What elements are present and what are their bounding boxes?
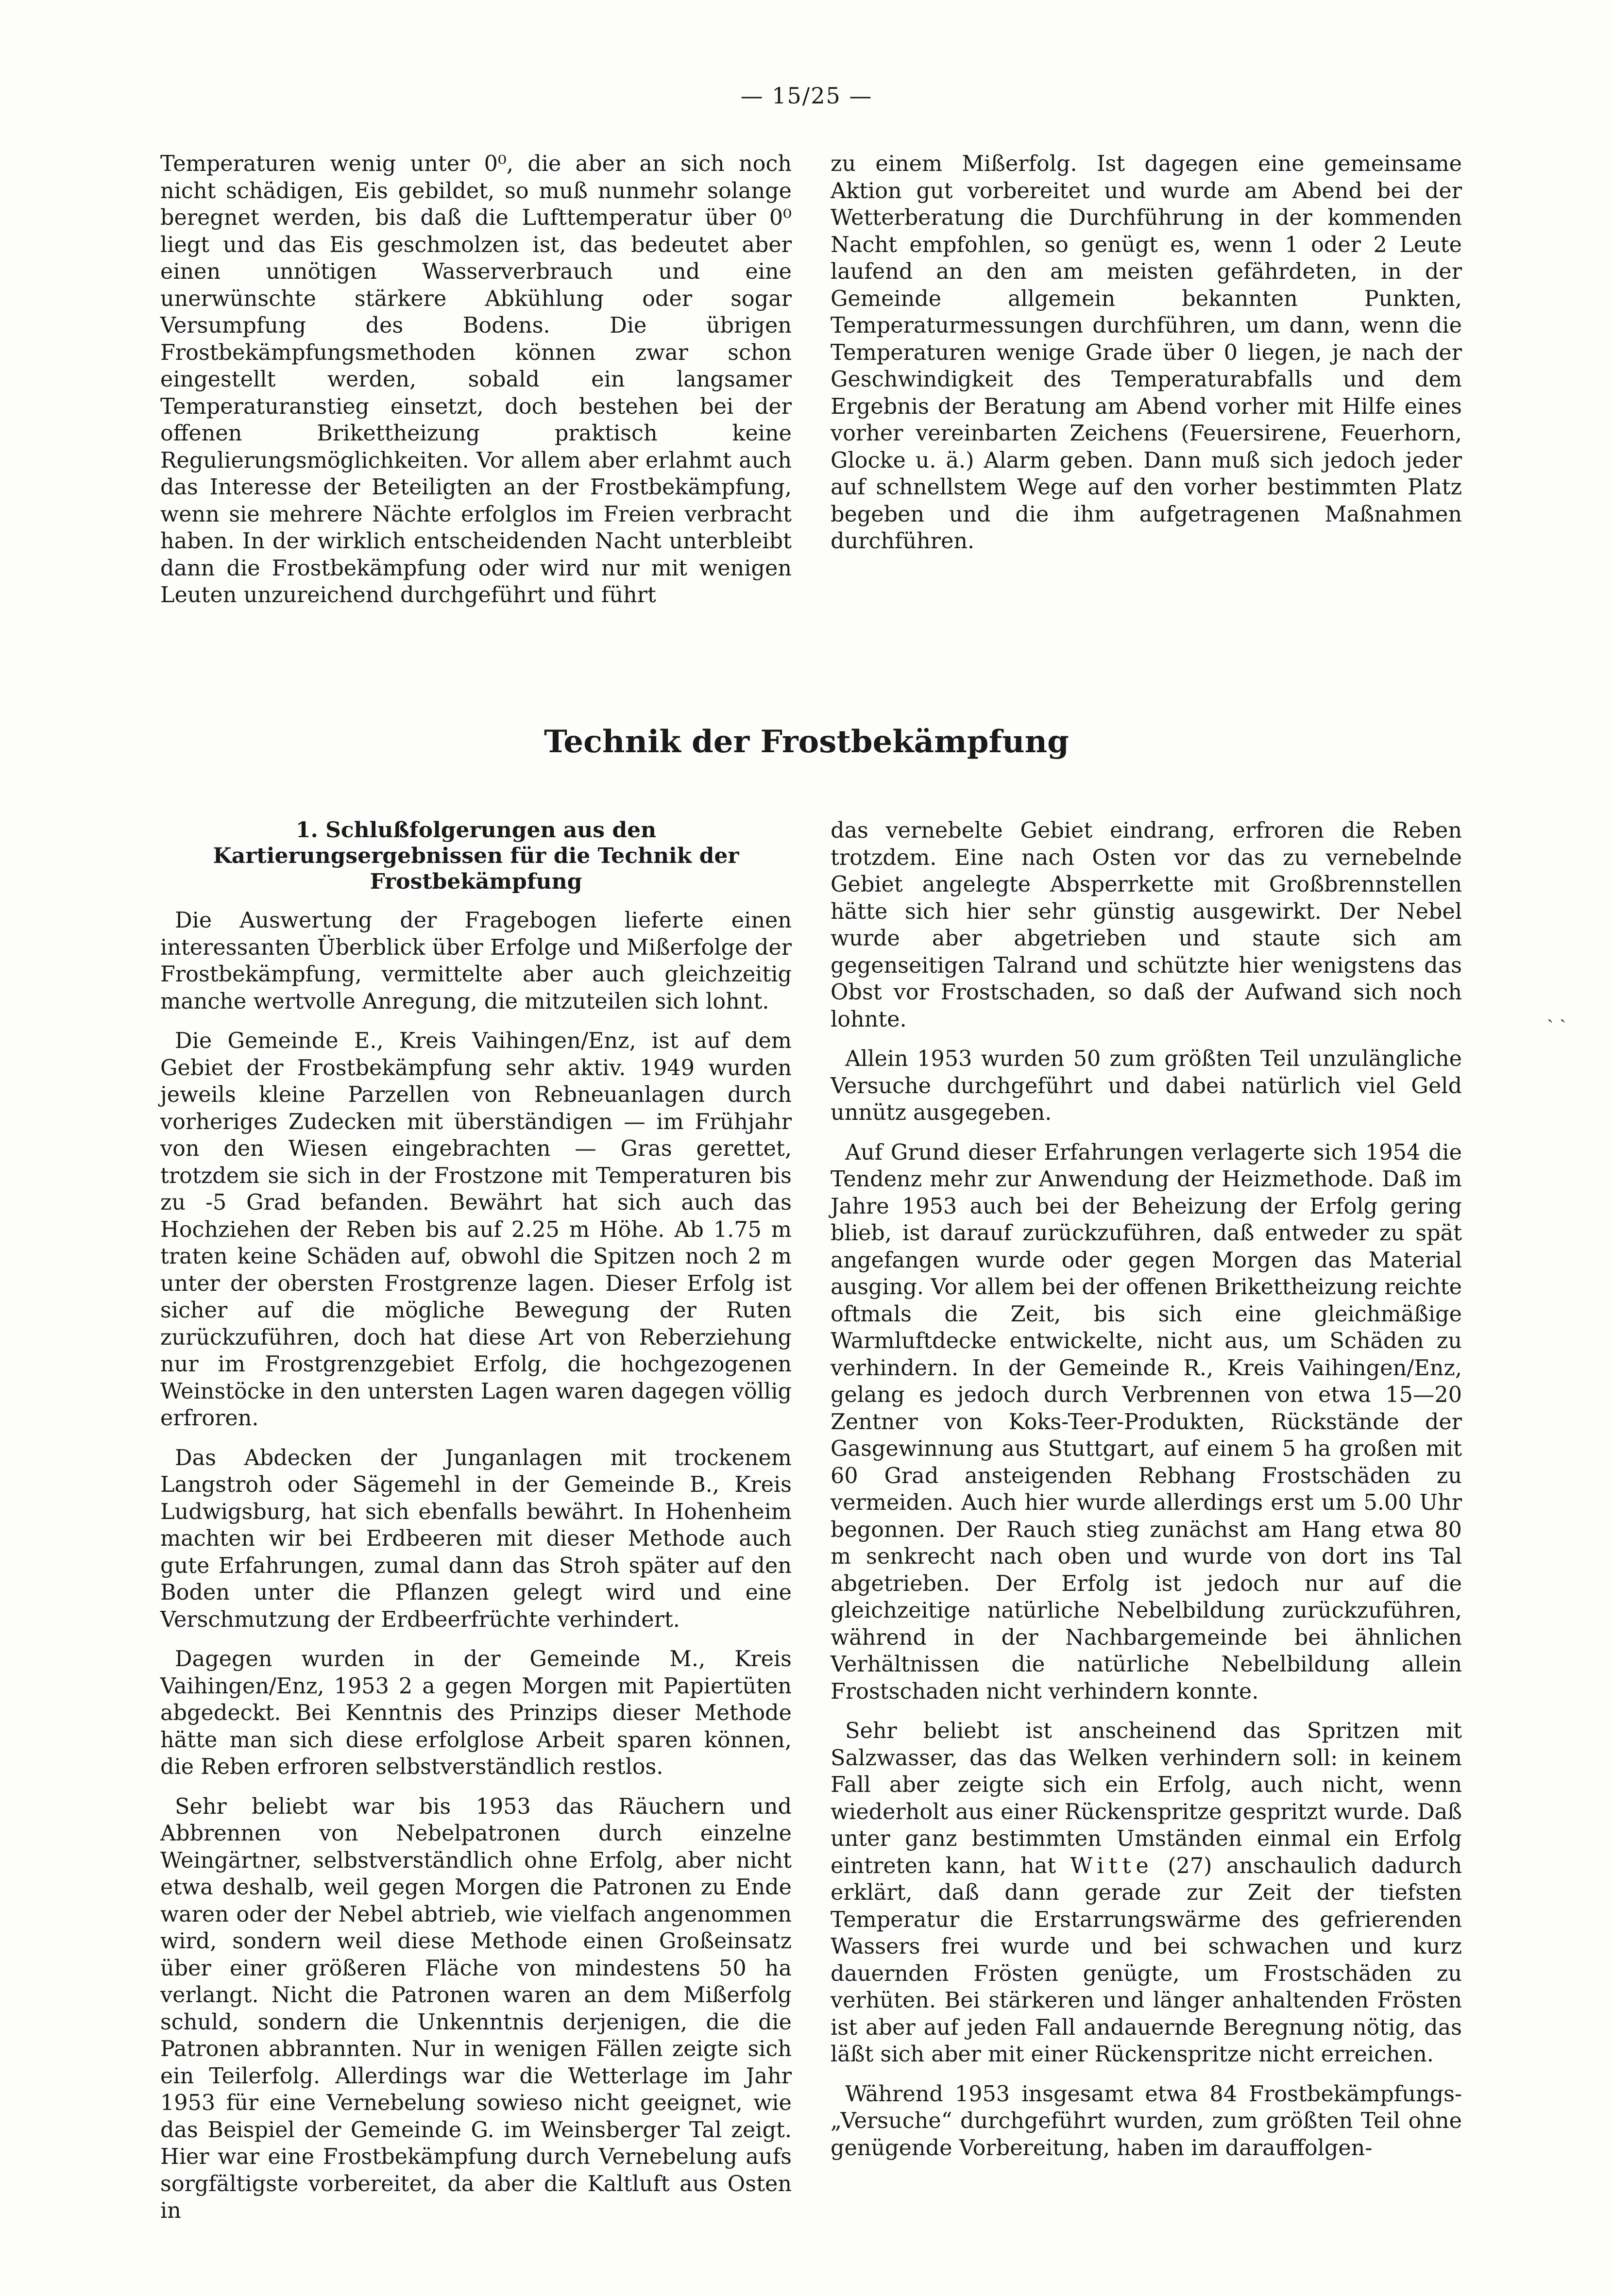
section-title: Technik der Frostbekämpfung <box>544 724 1069 760</box>
paragraph: das vernebelte Gebiet eindrang, erfroren die Reben trotzdem. Eine nach Osten vor das zu vernebelnde Gebiet angelegte Absperrkette mit Großbrennstellen hätte sich hier sehr günstig ausgewirkt. Der Nebel wurde aber abgetrieben und staute sich am gegenseitigen Talrand und schützte hier wenigstens das Obst vor Frostschaden, so daß der Aufwand sich noch lohnte. <box>831 818 1462 1032</box>
paragraph-text: Sehr beliebt ist anscheinend das Spritzen mit Salzwasser, das das Welken verhindern soll: in keinem Fall aber zeigte sich ein Erfolg, auch nicht, wenn wiederholt aus einer Rückenspritze gespritzt wurde. Daß unter ganz bestimmten Umständen einmal ein Erfolg eintreten kann, hat <box>831 1719 1462 1878</box>
scan-speck: ˎ ˏ <box>1547 1001 1566 1023</box>
paragraph: Sehr beliebt war bis 1953 das Räuchern und Abbrennen von Nebelpatronen durch einzelne Weingärtner, selbstverständlich ohne Erfolg, aber nicht etwa deshalb, weil gegen Morgen die Patronen zu Ende waren oder der Nebel abtrieb, wie vielfach angenommen wird, sondern weil diese Methode einen Großeinsatz über einer größeren Fläche von mindestens 50 ha verlangt. Nicht die Patronen waren an dem Mißerfolg schuld, sondern die Unkenntnis derjenigen, die die Patronen abbrannten. Nur in wenigen Fällen zeigte sich ein Teilerfolg. Allerdings war die Wetterlage im Jahr 1953 für eine Vernebelung sowieso nicht geeignet, wie das Beispiel der Gemeinde G. im Weinsberger Tal zeigt. Hier war eine Frostbekämpfung durch Vernebelung aufs sorgfältigste vorbereitet, da aber die Kaltluft aus Osten in <box>160 1794 792 2223</box>
paragraph-text: (27) anschaulich dadurch erklärt, daß dann gerade zur Zeit der tiefsten Temperatur die Erstarrungswärme des gefrierenden Wassers frei wurde und bei schwachen und kurz dauernden Frösten genügte, um Frostschäden zu verhüten. Bei stärkeren und länger anhaltenden Frösten ist aber auf jeden Fall andauernde Beregnung nötig, das läßt sich aber mit einer Rückenspritze nicht erreichen. <box>831 1853 1462 2067</box>
paragraph <box>831 1718 1462 2068</box>
cited-author: Witte <box>1070 1853 1154 1878</box>
paragraph: Während 1953 insgesamt etwa 84 Frostbekämpfungs-„Versuche“ durchgeführt wurden, zum größten Teil ohne genügende Vorbereitung, haben im darauffolgen- <box>831 2081 1462 2161</box>
paragraph: Die Auswertung der Fragebogen lieferte einen interessanten Überblick über Erfolge und Mißerfolge der Frostbekämpfung, vermittelte aber auch gleichzeitig manche wertvolle Anregung, die mitzuteilen sich lohnt. <box>160 908 792 1014</box>
page-number: — 15/25 — <box>740 83 873 109</box>
paragraph: zu einem Mißerfolg. Ist dagegen eine gemeinsame Aktion gut vorbereitet und wurde am Abend bei der Wetterberatung die Durchführung in der kommenden Nacht empfohlen, so genügt es, wenn 1 oder 2 Leute laufend an den am meisten gefährdeten, in der Gemeinde allgemein bekannten Punkten, Temperaturmessungen durchführen, um dann, wenn die Temperaturen wenige Grade über 0 liegen, je nach der Geschwindigkeit des Temperaturabfalls und dem Ergebnis der Beratung am Abend vorher mit Hilfe eines vorher vereinbarten Zeichens (Feuersirene, Feuerhorn, Glocke u. ä.) Alarm geben. Dann muß sich jedoch jeder auf schnellstem Wege auf den vorher bestimmten Platz begeben und die ihm aufgetragenen Maßnahmen durchführen. <box>831 152 1462 554</box>
subsection-heading: 1. Schlußfolgerungen aus den Kartierungsergebnissen für die Technik der Frostbekämpfung <box>213 818 739 894</box>
paragraph: Das Abdecken der Junganlagen mit trockenem Langstroh oder Sägemehl in der Gemeinde B., Kreis Ludwigsburg, hat sich ebenfalls bewährt. In Hohenheim machten wir bei Erdbeeren mit dieser Methode auch gute Erfahrungen, zumal dann das Stroh später auf den Boden unter die Pflanzen gelegt wird und eine Verschmutzung der Erdbeerfrüchte verhindert. <box>160 1445 792 1632</box>
bottom-right-column <box>831 817 1462 2161</box>
top-left-column <box>160 151 792 609</box>
paragraph: Die Gemeinde E., Kreis Vaihingen/Enz, ist auf dem Gebiet der Frostbekämpfung sehr aktiv. 1949 wurden jeweils kleine Parzellen von Rebneuanlagen durch vorheriges Zudecken mit überständigen — im Frühjahr von den Wiesen eingebrachten — Gras gerettet, trotzdem sie sich in der Frostzone mit Temperaturen bis zu -5 Grad befanden. Bewährt hat sich auch das Hochziehen der Reben bis auf 2.25 m Höhe. Ab 1.75 m traten keine Schäden auf, obwohl die Spitzen noch 2 m unter der obersten Frostgrenze lagen. Dieser Erfolg ist sicher auf die mögliche Bewegung der Ruten zurückzuführen, doch hat diese Art von Reberziehung nur im Frostgrenzgebiet Erfolg, die hochgezogenen Weinstöcke in den untersten Lagen waren dagegen völlig erfroren. <box>160 1029 792 1431</box>
paragraph: Dagegen wurden in der Gemeinde M., Kreis Vaihingen/Enz, 1953 2 a gegen Morgen mit Papiertüten abgedeckt. Bei Kenntnis des Prinzips dieser Methode hätte man sich diese erfolglose Arbeit sparen können, die Reben erfroren selbstverständlich restlos. <box>160 1647 792 1779</box>
paragraph: Auf Grund dieser Erfahrungen verlagerte sich 1954 die Tendenz mehr zur Anwendung der Heizmethode. Daß im Jahre 1953 auch bei der Beheizung der Erfolg gering blieb, ist darauf zurückzuführen, daß entweder zu spät angefangen wurde oder gegen Morgen das Material ausging. Vor allem bei der offenen Brikettheizung reichte oftmals die Zeit, bis sich eine gleichmäßige Warmluftdecke entwickelte, nicht aus, um Schäden zu verhindern. In der Gemeinde R., Kreis Vaihingen/Enz, gelang es jedoch durch Verbrennen von etwa 15—20 Zentner von Koks-Teer-Produkten, Rückstände der Gasgewinnung aus Stuttgart, auf einem 5 ha großen mit 60 Grad ansteigenden Rebhang Frostschäden zu vermeiden. Auch hier wurde allerdings erst um 5.00 Uhr begonnen. Der Rauch stieg zunächst am Hang etwa 80 m senkrecht nach oben und wurde von dort ins Tal abgetrieben. Der Erfolg ist jedoch nur auf die gleichzeitige natürliche Nebelbildung zurückzuführen, während in der Nachbargemeinde bei ähnlichen Verhältnissen die natürliche Nebelbildung allein Frostschaden nicht verhindern konnte. <box>831 1140 1462 1704</box>
paragraph: Temperaturen wenig unter 0⁰, die aber an sich noch nicht schädigen, Eis gebildet, so muß nunmehr solange beregnet werden, bis daß die Lufttemperatur über 0⁰ liegt und das Eis geschmolzen ist, das bedeutet aber einen unnötigen Wasserverbrauch und eine unerwünschte stärkere Abkühlung oder sogar Versumpfung des Bodens. Die übrigen Frostbekämpfungsmethoden können zwar schon eingestellt werden, sobald ein langsamer Temperaturanstieg einsetzt, doch bestehen bei der offenen Brikettheizung praktisch keine Regulierungsmöglichkeiten. Vor allem aber erlahmt auch das Interesse der Beteiligten an der Frostbekämpfung, wenn sie mehrere Nächte erfolglos im Freien verbracht haben. In der wirklich entscheidenden Nacht unterbleibt dann die Frostbekämpfung oder wird nur mit wenigen Leuten unzureichend durchgeführt und führt <box>160 152 792 608</box>
top-right-column <box>831 151 1462 555</box>
paragraph: Allein 1953 wurden 50 zum größten Teil unzulängliche Versuche durchgeführt und dabei natürlich viel Geld unnütz ausgegeben. <box>831 1047 1462 1125</box>
bottom-left-column <box>160 817 792 2225</box>
